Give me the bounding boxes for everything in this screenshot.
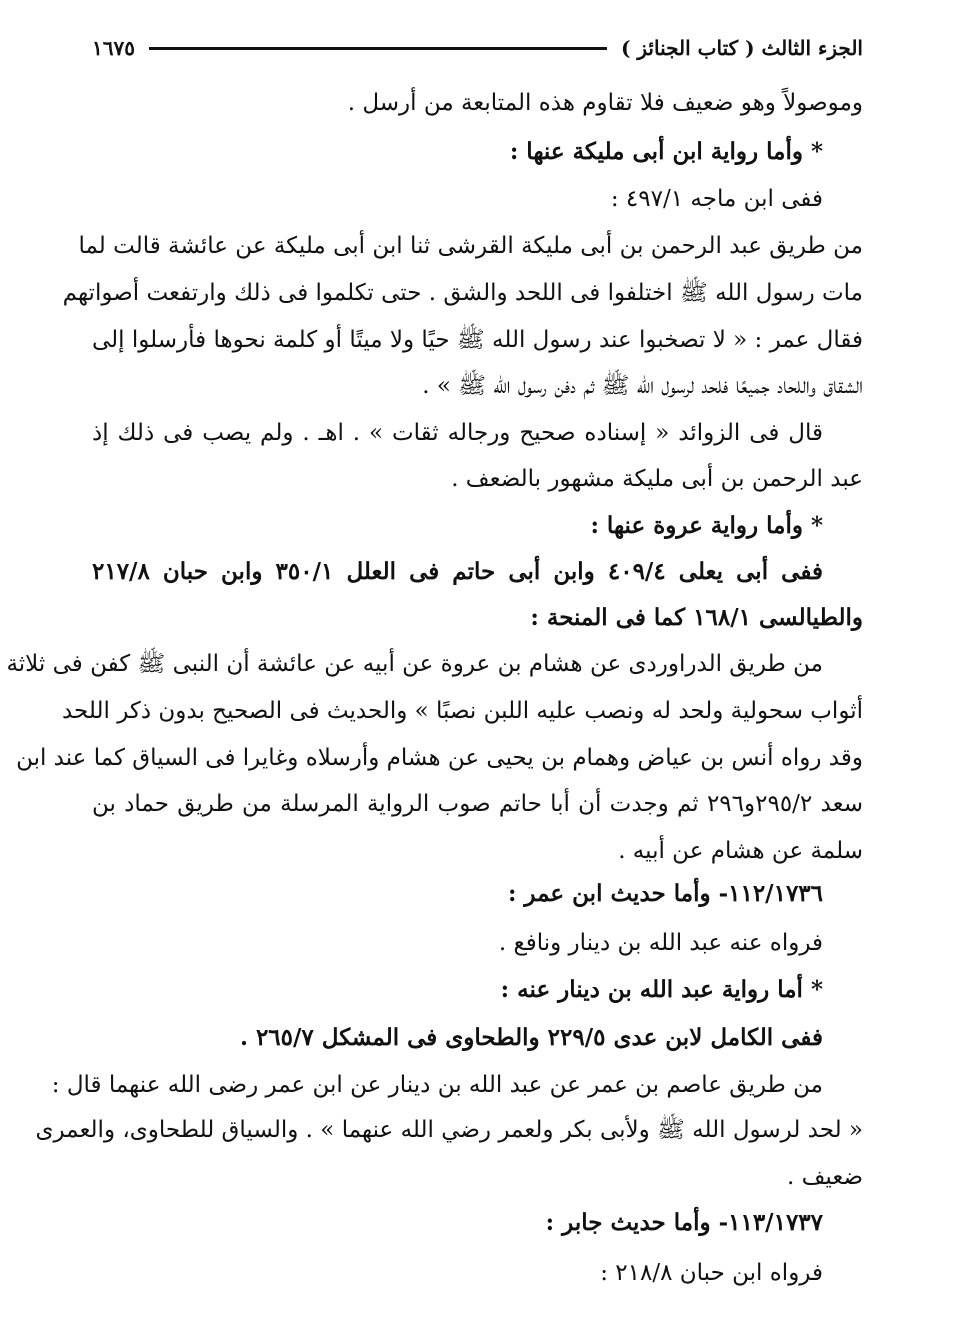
text-line: « لحد لرسول الله ﷺ ولأبى بكر ولعمر رضي الله عنهما » . والسياق للطحاوى، والعمرى [35, 1117, 863, 1143]
text-line: أثواب سحولية ولحد له ونصب عليه اللبن نصبًا » والحديث فى الصحيح بدون ذكر اللحد [61, 698, 863, 724]
source-line: فرواه ابن حبان ٢١٨/٨ : [600, 1260, 823, 1286]
header-rule [149, 47, 607, 50]
text-line: الشقاق واللحاد جميعًا فلحد لرسول الله ﷺ ثم دفن رسول الله ﷺ » . [422, 373, 863, 399]
section-heading: * وأما رواية ابن أبى مليكة عنها : [509, 138, 823, 165]
section-heading: * وأما رواية عروة عنها : [590, 512, 823, 539]
text-line: سلمة عن هشام عن أبيه . [618, 838, 863, 864]
hadith-heading: ١١٢/١٧٣٦- وأما حديث ابن عمر : [507, 880, 823, 907]
text-line: عبد الرحمن بن أبى مليكة مشهور بالضعف . [451, 466, 863, 492]
source-line: ففى ابن ماجه ٤٩٧/١ : [610, 186, 823, 212]
text-line: وموصولاً وهو ضعيف فلا تقاوم هذه المتابعة من أرسل . [347, 90, 863, 116]
page-number: ١٦٧٥ [92, 36, 135, 60]
source-line: ففى أبى يعلى ٤٠٩/٤ وابن أبى حاتم فى العلل ٣٥٠/١ وابن حبان ٢١٧/٨ [92, 558, 823, 585]
text-line: وقد رواه أنس بن عياض وهمام بن يحيى عن هشام وأرسلاه وغايرا فى السياق كما عند ابن [16, 745, 863, 771]
source-line: والطيالسى ١٦٨/١ كما فى المنحة : [530, 604, 863, 631]
text-line: فقال عمر : « لا تصخبوا عند رسول الله ﷺ حيًا ولا ميتًا أو كلمة نحوها فأرسلوا إلى [92, 327, 863, 353]
running-title: الجزء الثالث ( كتاب الجنائز ) [620, 36, 863, 60]
section-heading: * أما رواية عبد الله بن دينار عنه : [500, 976, 823, 1003]
text-line: من طريق عبد الرحمن بن أبى مليكة القرشى ثنا ابن أبى مليكة عن عائشة قالت لما [78, 233, 863, 259]
hadith-heading: ١١٣/١٧٣٧- وأما حديث جابر : [545, 1209, 823, 1236]
text-line: فرواه عنه عبد الله بن دينار ونافع . [498, 930, 823, 956]
text-line: مات رسول الله ﷺ اختلفوا فى اللحد والشق . حتى تكلموا فى ذلك وارتفعت أصواتهم [62, 280, 863, 306]
source-line: ففى الكامل لابن عدى ٢٢٩/٥ والطحاوى فى المشكل ٢٦٥/٧ . [239, 1024, 823, 1051]
text-line: من طريق الدراوردى عن هشام بن عروة عن أبيه عن عائشة أن النبى ﷺ كفن فى ثلاثة [6, 651, 823, 677]
page-header [92, 30, 863, 66]
text-line: ضعيف . [787, 1164, 863, 1190]
text-line: قال فى الزوائد « إسناده صحيح ورجاله ثقات » . اهـ . ولم يصب فى ذلك إذ [92, 420, 823, 446]
text-line: من طريق عاصم بن عمر عن عبد الله بن دينار عن ابن عمر رضى الله عنهما قال : [51, 1072, 823, 1098]
text-line: سعد ٢٩٥/٢و٢٩٦ ثم وجدت أن أبا حاتم صوب الرواية المرسلة من طريق حماد بن [92, 791, 863, 817]
